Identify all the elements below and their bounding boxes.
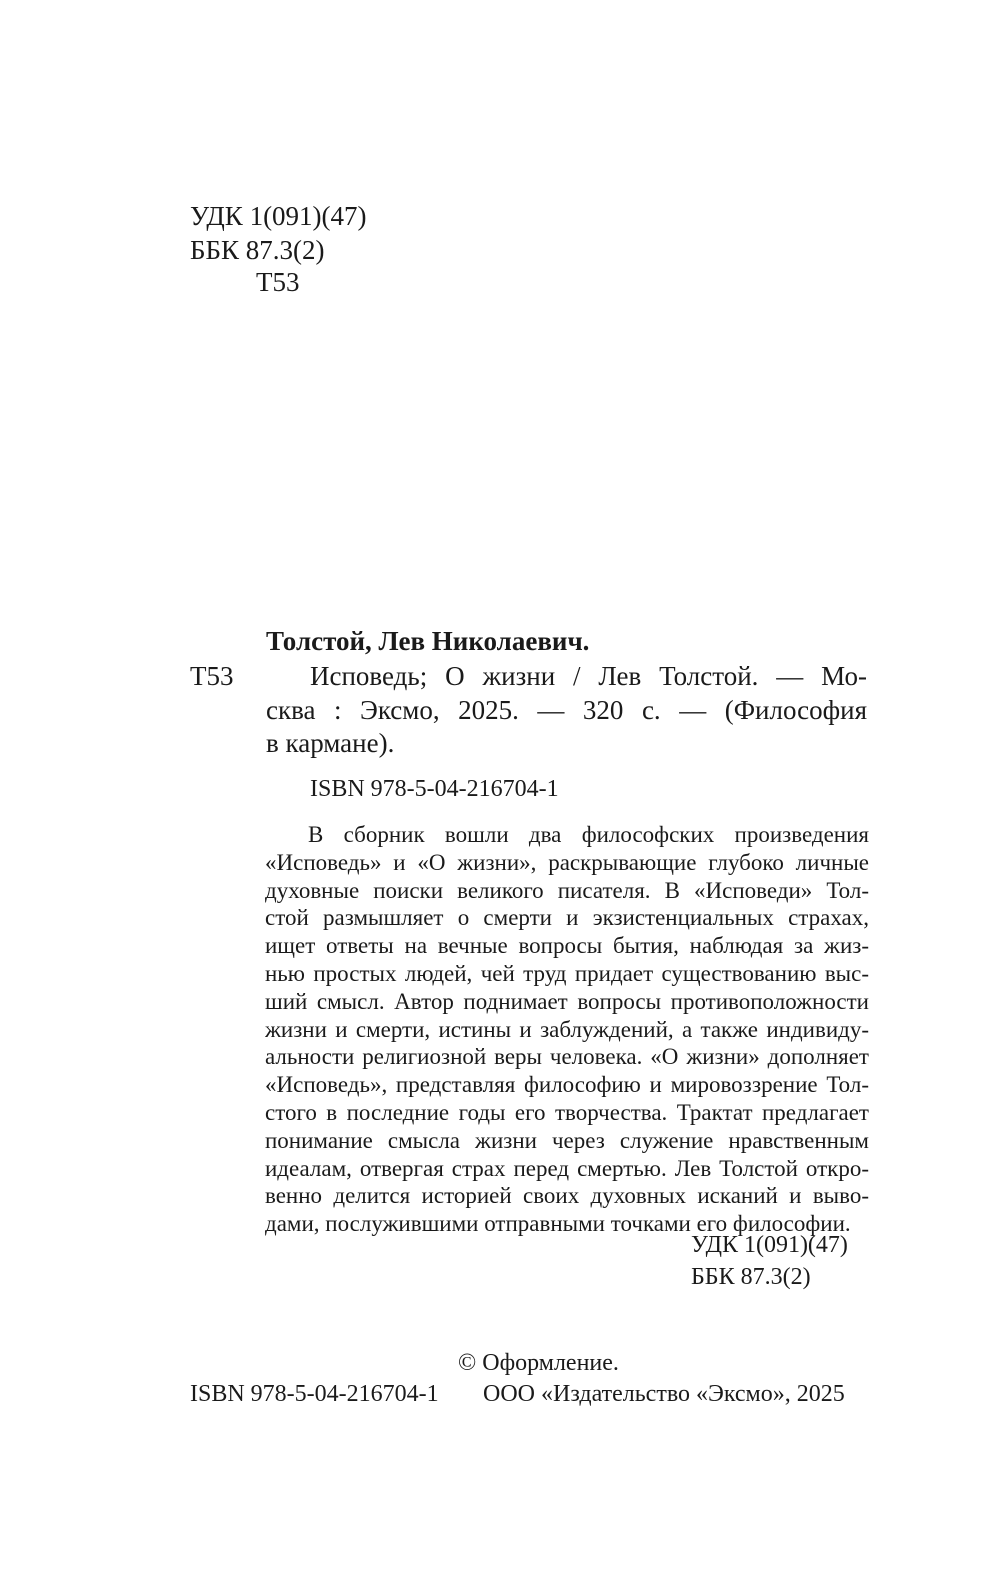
annotation-line: «Исповедь», представляя философию и мировоззрение Тол- — [265, 1072, 869, 1098]
annotation-line: идеалам, отвергая страх перед смертью. Лев Толстой откро- — [265, 1155, 869, 1181]
top-udk: УДК 1(091)(47) — [190, 201, 367, 231]
footer-isbn: ISBN 978-5-04-216704-1 — [190, 1381, 439, 1407]
annotation-line: альности религиозной веры человека. «О жизни» дополняет — [265, 1044, 869, 1070]
annotation — [265, 821, 869, 1238]
annotation-line: ший смысл. Автор поднимает вопросы противоположности — [265, 988, 869, 1014]
copyright-line-1: © Оформление. — [458, 1350, 619, 1376]
author-heading: Толстой, Лев Николаевич. — [266, 626, 590, 656]
copyright-line-2: ООО «Издательство «Эксмо», 2025 — [483, 1381, 845, 1407]
annotation-line: нью простых людей, чей труд придает существованию выс- — [265, 960, 869, 986]
annotation-line: «Исповедь» и «О жизни», раскрывающие глубоко личные — [265, 849, 869, 875]
description-line-1: Исповедь; О жизни / Лев Толстой. — Мо- — [310, 661, 867, 691]
annotation-line: стого в последние годы его творчества. Трактат предлагает — [265, 1099, 869, 1125]
description-line-2: сква : Эксмо, 2025. — 320 с. — (Философия — [266, 695, 867, 725]
description-line-3: в кармане). — [266, 728, 395, 758]
card-bbk: ББК 87.3(2) — [691, 1264, 811, 1290]
annotation-line: дами, послужившими отправными точками его философии. — [265, 1211, 851, 1237]
top-author-sign: Т53 — [256, 267, 300, 297]
card-udk: УДК 1(091)(47) — [691, 1232, 848, 1258]
top-bbk: ББК 87.3(2) — [190, 235, 325, 265]
annotation-line: венно делится историей своих духовных исканий и выво- — [265, 1183, 869, 1209]
annotation-line: духовные поиски великого писателя. В «Исповеди» Тол- — [265, 877, 869, 903]
annotation-line: стой размышляет о смерти и экзистенциальных страхах, — [265, 905, 869, 931]
annotation-line: ищет ответы на вечные вопросы бытия, наблюдая за жиз- — [265, 933, 869, 959]
annotation-line: понимание смысла жизни через служение нравственным — [265, 1127, 869, 1153]
card-isbn: ISBN 978-5-04-216704-1 — [310, 776, 559, 802]
annotation-line: В сборник вошли два философских произведения — [308, 822, 869, 847]
annotation-line: жизни и смерти, истины и заблуждений, а также индивиду- — [265, 1016, 869, 1042]
card-author-sign: Т53 — [190, 661, 234, 691]
